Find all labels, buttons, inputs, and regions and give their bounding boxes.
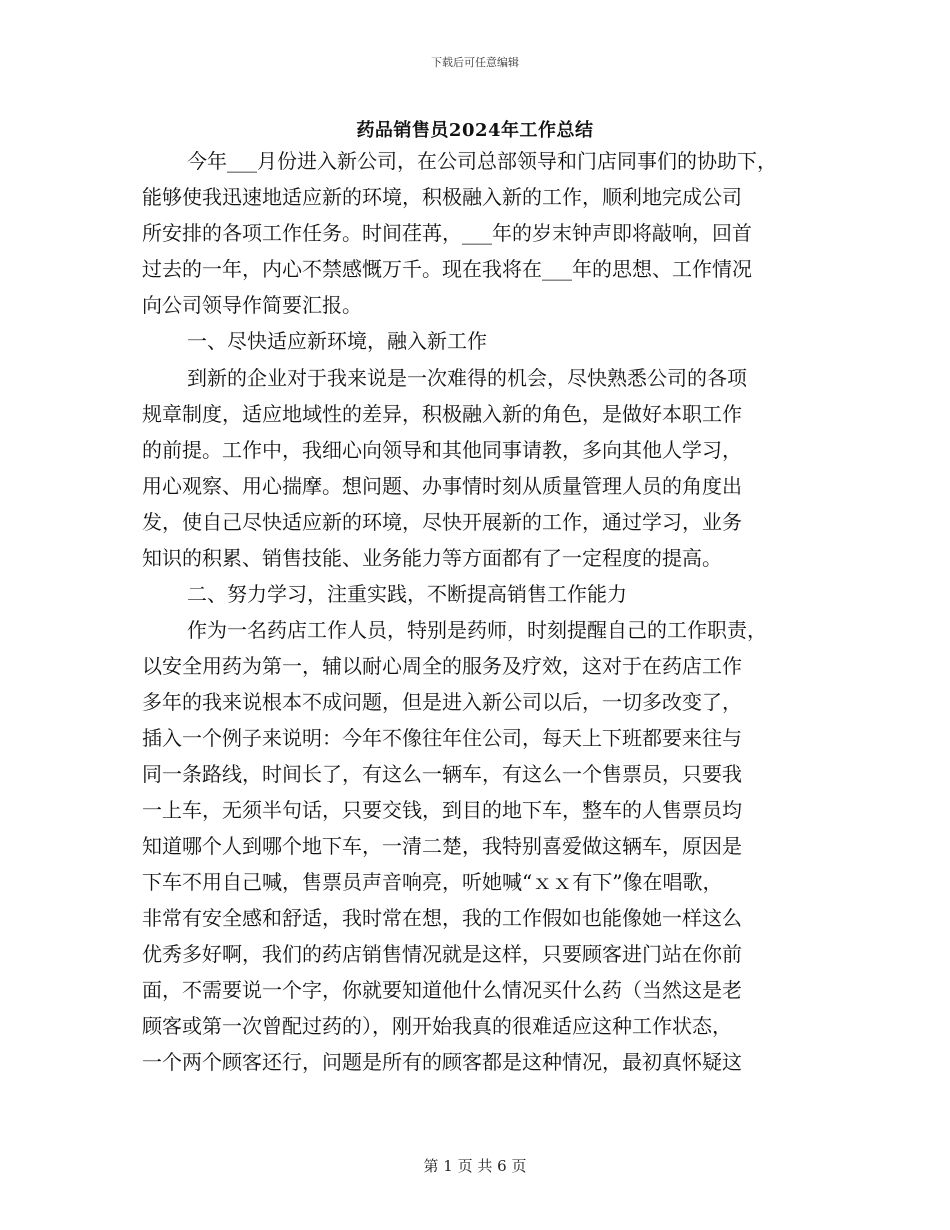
body-line: 规章制度，适应地域性的差异，积极融入新的角色，是做好本职工作 (142, 402, 742, 426)
body-line: 能够使我迅速地适应新的环境，积极融入新的工作，顺利地完成公司 (142, 185, 742, 209)
body-line: 顾客或第一次曾配过药的），刚开始我真的很难适应这种工作状态， (142, 1014, 732, 1038)
page-number: 第 1 页 共 6 页 (423, 1157, 527, 1175)
body-line: 一上车，无须半句话，只要交钱，到目的地下车，整车的人售票员均 (142, 798, 742, 822)
body-line: 同一条路线，时间长了，有这么一辆车，有这么一个售票员，只要我 (142, 762, 742, 786)
document-title: 药品销售员2024年工作总结 (356, 120, 594, 141)
body-line: 作为一名药店工作人员，特别是药师，时刻提醒自己的工作职责， (187, 618, 767, 642)
body-line: 非常有安全感和舒适，我时常在想，我的工作假如也能像她一样这么 (142, 906, 742, 930)
body-line: 以安全用药为第一，辅以耐心周全的服务及疗效，这对于在药店工作 (142, 654, 742, 678)
header-note: 下载后可任意编辑 (431, 56, 519, 69)
body-line: 用心观察、用心揣摩。想问题、办事情时刻从质量管理人员的角度出 (142, 474, 742, 498)
body-line: 到新的企业对于我来说是一次难得的机会，尽快熟悉公司的各项 (187, 366, 747, 390)
section-heading: 一、尽快适应新环境，融入新工作 (187, 329, 487, 353)
body-line: 优秀多好啊，我们的药店销售情况就是这样，只要顾客进门站在你前 (142, 942, 742, 966)
body-line: 下车不用自己喊，售票员声音响亮，听她喊“ｘｘ有下”像在唱歌， (142, 870, 723, 894)
body-line: 的前提。工作中，我细心向领导和其他同事请教，多向其他人学习， (142, 438, 742, 462)
body-line: 知道哪个人到哪个地下车，一清二楚，我特别喜爱做这辆车，原因是 (142, 834, 742, 858)
body-line: 向公司领导作简要汇报。 (142, 293, 362, 317)
body-line: 插入一个例子来说明：今年不像往年住公司，每天上下班都要来往与 (142, 726, 742, 750)
section-heading: 二、努力学习，注重实践，不断提高销售工作能力 (187, 582, 627, 606)
body-line: 面，不需要说一个字，你就要知道他什么情况买什么药（当然这是老 (142, 978, 742, 1002)
body-line: 所安排的各项工作任务。时间荏苒，___年的岁末钟声即将敲响，回首 (142, 221, 752, 245)
body-line: 知识的积累、销售技能、业务能力等方面都有了一定程度的提高。 (142, 546, 722, 570)
body-line: 多年的我来说根本不成问题，但是进入新公司以后，一切多改变了， (142, 690, 742, 714)
body-line: 发，使自己尽快适应新的环境，尽快开展新的工作，通过学习，业务 (142, 510, 742, 534)
body-line: 过去的一年，内心不禁感慨万千。现在我将在___年的思想、工作情况 (142, 257, 752, 281)
body-line: 今年___月份进入新公司，在公司总部领导和门店同事们的协助下， (187, 149, 777, 173)
body-line: 一个两个顾客还行，问题是所有的顾客都是这种情况，最初真怀疑这 (142, 1050, 742, 1074)
